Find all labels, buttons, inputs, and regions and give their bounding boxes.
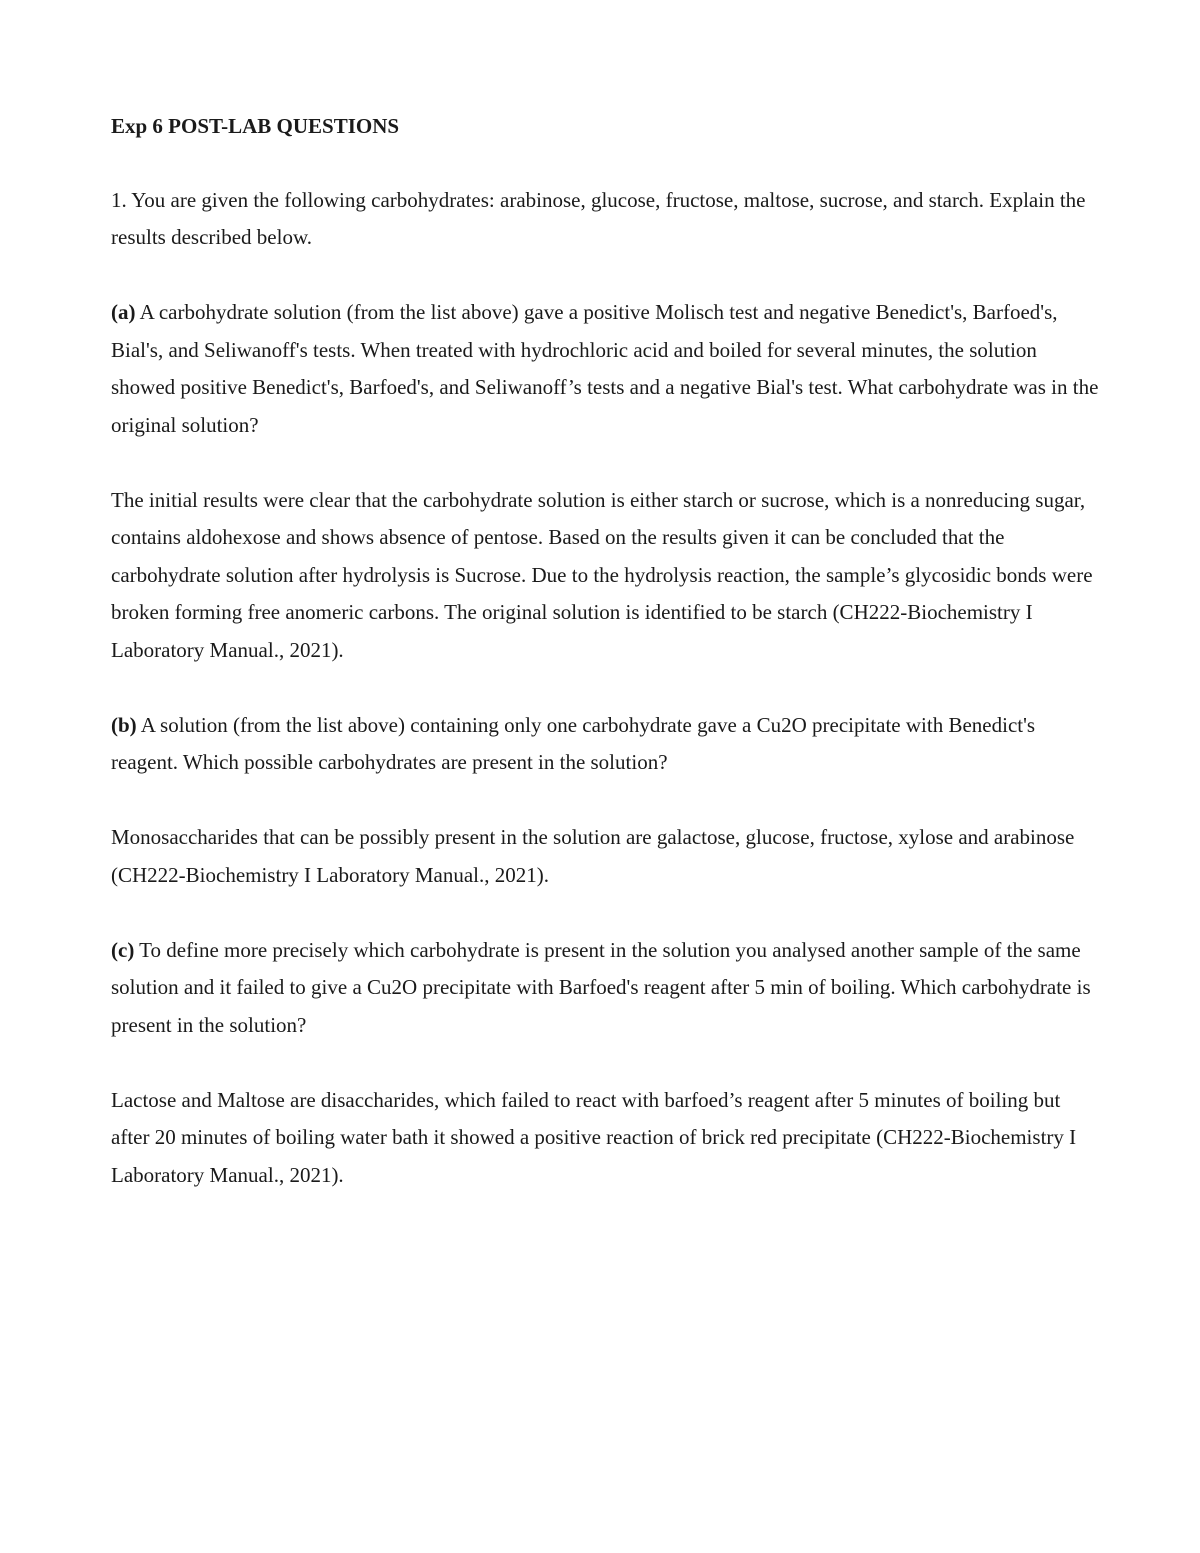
answer-a: The initial results were clear that the carbohydrate solution is either starch or sucrose, which is a nonreducing sugar, contains aldohexose and shows absence of pentose. Based on the results given it can be concluded that the carbohydrate solution after hydrolysis is Sucrose. Due to the hydrolysis reaction, the sample’s glycosidic bonds were broken forming free anomeric carbons. The original solution is identified to be starch (CH222-Biochemistry I Laboratory Manual., 2021).: [111, 487, 1093, 662]
question-b-text: A solution (from the list above) containing only one carbohydrate gave a Cu2O precipitate with Benedict's reagent. Which possible carbohydrates are present in the solution?: [111, 712, 1036, 774]
document-page: [111, 108, 1101, 1232]
question-a: [111, 294, 1101, 444]
answer-b: Monosaccharides that can be possibly present in the solution are galactose, glucose, fructose, xylose and arabinose (CH222-Biochemistry I Laboratory Manual., 2021).: [111, 825, 1075, 887]
answer-c: Lactose and Maltose are disaccharides, which failed to react with barfoed’s reagent after 5 minutes of boiling but after 20 minutes of boiling water bath it showed a positive reaction of brick red precipitate (CH222-Biochemistry I Laboratory Manual., 2021).: [111, 1087, 1077, 1187]
question-1-intro: 1. You are given the following carbohydrates: arabinose, glucose, fructose, maltose, sucrose, and starch. Explain the results described below.: [111, 187, 1086, 249]
document-title: Exp 6 POST-LAB QUESTIONS: [111, 114, 400, 138]
question-b-label: (b): [111, 712, 137, 737]
question-b: [111, 707, 1101, 782]
question-c-text: To define more precisely which carbohydrate is present in the solution you analysed another sample of the same solution and it failed to give a Cu2O precipitate with Barfoed's reagent after 5 min of boiling. Which carbohydrate is present in the solution?: [111, 937, 1091, 1037]
question-c-label: (c): [111, 937, 135, 962]
question-a-text: A carbohydrate solution (from the list above) gave a positive Molisch test and negative Benedict's, Barfoed's, Bial's, and Seliwanoff's tests. When treated with hydrochloric acid and boiled for several minutes, the solution showed positive Benedict's, Barfoed's, and Seliwanoff’s tests and a negative Bial's test. What carbohydrate was in the original solution?: [111, 300, 1099, 437]
question-c: [111, 932, 1101, 1045]
question-a-label: (a): [111, 300, 136, 324]
